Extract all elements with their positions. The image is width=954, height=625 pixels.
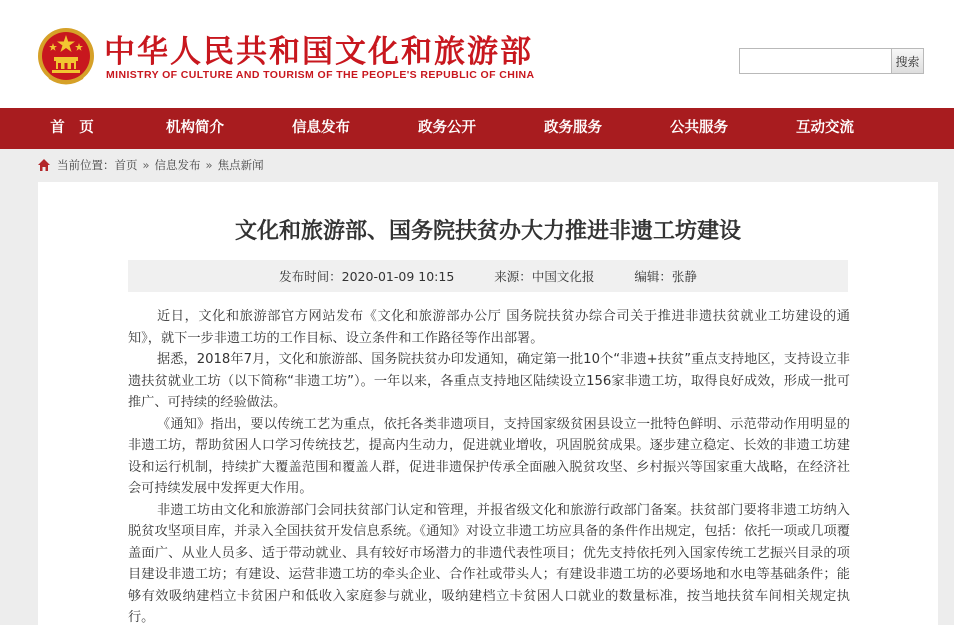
breadcrumb-focus-news[interactable]: 焦点新闻 xyxy=(217,158,264,172)
editor-label: 编辑： xyxy=(634,269,672,284)
nav-item-news[interactable]: 信息发布 xyxy=(292,120,350,136)
nav-item-public-services[interactable]: 公共服务 xyxy=(670,120,728,136)
article-paragraph: 近日，文化和旅游部官方网站发布《文化和旅游部办公厅 国务院扶贫办综合司关于推进非遗扶贫就业工坊建设的通知》，就下一步非遗工坊的工作目标、设立条件和工作路径等作出部署。 xyxy=(128,309,850,346)
nav-item-gov-services[interactable]: 政务服务 xyxy=(544,120,602,136)
source-value: 中国文化报 xyxy=(531,269,595,284)
search-button[interactable]: 搜索 xyxy=(891,48,924,74)
publish-time-value: 2020-01-09 10:15 xyxy=(341,269,455,284)
article-source xyxy=(494,267,594,285)
nav-item-about[interactable]: 机构简介 xyxy=(166,120,224,136)
article-paragraph: 非遗工坊由文化和旅游部门会同扶贫部门认定和管理，并报省级文化和旅游行政部门备案。扶贫部门要将非遗工坊纳入脱贫攻坚项目库，并录入全国扶贫开发信息系统。《通知》对设立非遗工坊应具备的条件作出规定，包括：依托一项或几项覆盖面广、从业人员多、适于带动就业、具有较好市场潜力的非遗代表性项目；优先支持依托列入国家传统工艺振兴目录的项目建设非遗工坊；有建设、运营非遗工坊的牵头企业、合作社或带头人；有建设非遗工坊的必要场地和水电等基础条件；能够有效吸纳建档立卡贫困户和低收入家庭参与就业，吸纳建档立卡贫困人口就业的数量标准，按当地扶贫车间相关规定执行。 xyxy=(128,502,850,625)
breadcrumb-home[interactable]: 首页 xyxy=(114,158,138,172)
article-title: 文化和旅游部、国务院扶贫办大力推进非遗工坊建设 xyxy=(234,219,741,244)
breadcrumb-news[interactable]: 信息发布 xyxy=(154,158,201,172)
publish-time-label: 发布时间： xyxy=(279,269,342,284)
breadcrumb-separator: » xyxy=(142,158,150,172)
nav-item-public-affairs[interactable]: 政务公开 xyxy=(418,120,476,136)
search-input[interactable] xyxy=(739,48,892,74)
nav-item-home[interactable]: 首 页 xyxy=(50,120,94,136)
article-editor xyxy=(634,267,697,285)
breadcrumb xyxy=(37,155,264,175)
breadcrumb-label: 当前位置： xyxy=(57,158,115,172)
article-paragraph: 《通知》指出，要以传统工艺为重点，依托各类非遗项目，支持国家级贫困县设立一批特色鲜明、示范带动作用明显的非遗工坊，帮助贫困人口学习传统技艺，提高内生动力，促进就业增收，巩固脱贫成果。逐步建立稳定、长效的非遗工坊建设和运行机制，持续扩大覆盖范围和覆盖人群，促进非遗保护传承全面融入脱贫攻坚、乡村振兴等国家重大战略，在经济社会可持续发展中发挥更大作用。 xyxy=(128,416,850,496)
site-title-en: MINISTRY OF CULTURE AND TOURISM OF THE PEOPLE'S REPUBLIC OF CHINA xyxy=(106,69,535,81)
breadcrumb-separator: » xyxy=(205,158,213,172)
article-body xyxy=(128,306,850,625)
publish-time xyxy=(279,267,454,285)
nav-item-interaction[interactable]: 互动交流 xyxy=(796,120,854,136)
home-icon xyxy=(37,158,51,172)
article-container xyxy=(38,182,938,625)
site-title-cn: 中华人民共和国文化和旅游部 xyxy=(104,34,533,70)
source-label: 来源： xyxy=(494,269,532,284)
editor-value: 张静 xyxy=(671,269,697,284)
main-nav xyxy=(0,108,954,149)
article-paragraph: 据悉，2018年7月，文化和旅游部、国务院扶贫办印发通知，确定第一批10个“非遗+扶贫”重点支持地区，支持设立非遗扶贫就业工坊（以下简称“非遗工坊”）。一年以来，各重点支持地区陆续设立156家非遗工坊，取得良好成效，形成一批可推广、可持续的经验做法。 xyxy=(128,352,850,410)
national-emblem-icon xyxy=(37,26,95,86)
article-meta xyxy=(128,260,848,292)
site-header xyxy=(0,0,954,108)
